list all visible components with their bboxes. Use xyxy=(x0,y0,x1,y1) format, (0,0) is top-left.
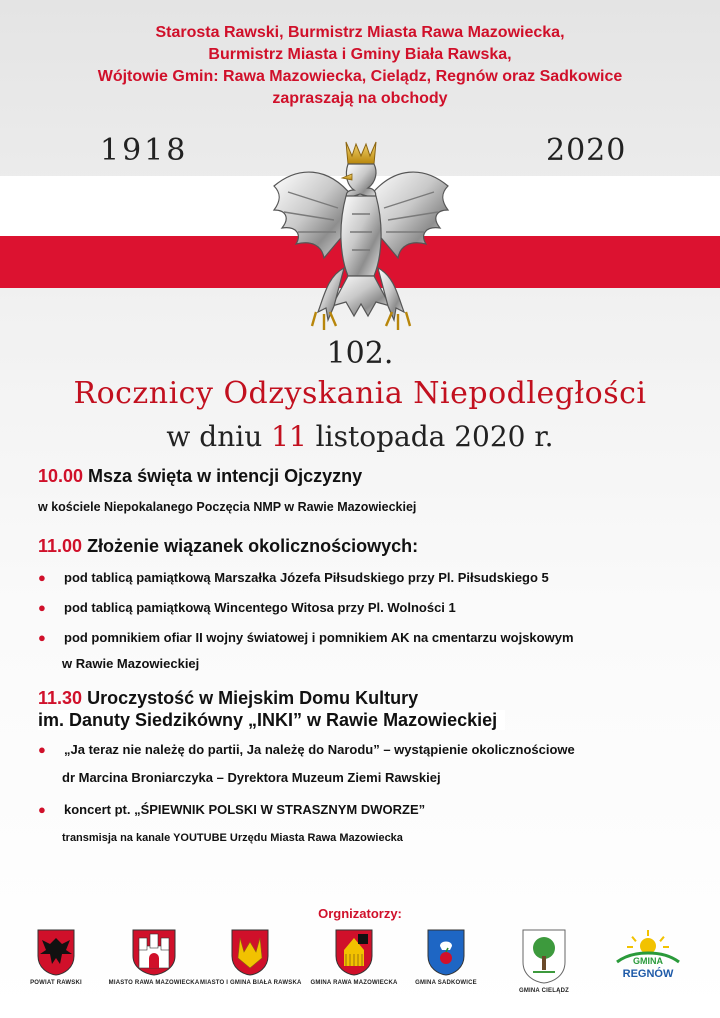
bullet-icon: ● xyxy=(38,570,46,585)
event-3-item-1-text: „Ja teraz nie należę do partii, Ja należę do Narodu” – wystąpienie okolicznościowe xyxy=(64,742,575,757)
anniversary-title: Rocznicy Odzyskania Niepodległości xyxy=(73,376,647,411)
year-left: 1918 xyxy=(100,133,189,168)
event-2-item-2-text: pod tablicą pamiątkową Wincentego Witosa przy Pl. Wolności 1 xyxy=(64,600,456,615)
organizer-name: MIASTO I GMINA BIAŁA RAWSKA xyxy=(200,980,302,986)
invitation-line-4: zapraszają na obchody xyxy=(272,90,448,107)
event-3-heading-line-2 xyxy=(38,710,505,731)
svg-text:GMINA: GMINA xyxy=(633,956,663,966)
organizer-miasto-rawa xyxy=(104,928,204,986)
event-1-location: w kościele Niepokalanego Poczęcia NMP w Rawie Mazowieckiej xyxy=(38,500,417,514)
invitation-line-3: Wójtowie Gmin: Rawa Mazowiecka, Cielądz, Regnów oraz Sadkowice xyxy=(97,68,623,85)
organizer-regnow xyxy=(598,928,698,982)
white-eagle-emblem-icon xyxy=(268,136,454,336)
biala-rawska-coat-of-arms-icon xyxy=(230,928,270,976)
organizer-name: MIASTO RAWA MAZOWIECKA xyxy=(108,980,200,986)
gmina-rawa-coat-of-arms-icon xyxy=(334,928,374,976)
organizers-label: Orgnizatorzy: xyxy=(318,906,402,921)
event-2-item-3-cont: w Rawie Mazowieckiej xyxy=(62,656,200,671)
organizer-cieladz xyxy=(494,928,594,994)
event-date-rest: listopada 2020 r. xyxy=(306,420,554,453)
event-3-heading xyxy=(38,688,418,709)
event-1-time: 10.00 xyxy=(38,466,84,486)
event-3-title-2: im. Danuty Siedzikówny „INKI” w Rawie Mazowieckiej xyxy=(38,710,505,730)
organizer-name: GMINA CIELĄDZ xyxy=(518,988,570,994)
powiat-rawski-coat-of-arms-icon xyxy=(36,928,76,976)
event-2-item-1-text: pod tablicą pamiątkową Marszałka Józefa Piłsudskiego przy Pl. Piłsudskiego 5 xyxy=(64,570,549,585)
organizer-sadkowice xyxy=(396,928,496,986)
invitation-header xyxy=(0,22,720,110)
bullet-icon: ● xyxy=(38,802,46,817)
organizer-name: GMINA RAWA MAZOWIECKA xyxy=(310,980,398,986)
event-3-time: 11.30 xyxy=(38,688,83,708)
event-3-item-2-note: transmisja na kanale YOUTUBE Urzędu Miasta Rawa Mazowiecka xyxy=(62,832,403,844)
bullet-icon: ● xyxy=(38,630,46,645)
sadkowice-coat-of-arms-icon xyxy=(426,928,466,976)
invitation-line-2: Burmistrz Miasta i Gminy Biała Rawska, xyxy=(208,46,512,63)
regnow-logo-icon xyxy=(613,928,683,982)
event-3-item-2 xyxy=(38,802,425,817)
organizer-biala-rawska xyxy=(200,928,300,986)
event-1-title: Msza święta w intencji Ojczyzny xyxy=(83,466,363,486)
event-2-title: Złożenie wiązanek okolicznościowych: xyxy=(82,536,419,556)
organizer-name: POWIAT RAWSKI xyxy=(30,980,82,986)
event-date xyxy=(0,420,720,453)
event-date-prefix: w dniu xyxy=(166,420,272,453)
organizer-name: GMINA SADKOWICE xyxy=(415,980,477,986)
organizer-powiat-rawski xyxy=(6,928,106,986)
organizer-gmina-rawa xyxy=(304,928,404,986)
event-date-day: 11 xyxy=(271,420,307,453)
event-2-item-3-text: pod pomnikiem ofiar II wojny światowej i pomnikiem AK na cmentarzu wojskowym xyxy=(64,630,574,645)
event-3-item-1 xyxy=(38,742,575,757)
invitation-line-1: Starosta Rawski, Burmistrz Miasta Rawa Mazowiecka, xyxy=(155,24,565,41)
event-2-item-3 xyxy=(38,630,574,645)
bullet-icon: ● xyxy=(38,742,46,757)
event-3-title: Uroczystość w Miejskim Domu Kultury xyxy=(82,688,419,708)
svg-text:REGNÓW: REGNÓW xyxy=(622,968,674,980)
event-2-time: 11.00 xyxy=(38,536,83,556)
cieladz-coat-of-arms-icon xyxy=(521,928,567,984)
year-right: 2020 xyxy=(546,133,627,168)
event-1-heading xyxy=(38,466,362,487)
event-2-item-1 xyxy=(38,570,549,585)
rawa-mazowiecka-coat-of-arms-icon xyxy=(131,928,177,976)
event-3-item-1-cont: dr Marcina Broniarczyka – Dyrektora Muzeum Ziemi Rawskiej xyxy=(62,770,441,785)
anniversary-number: 102. xyxy=(326,336,394,371)
bullet-icon: ● xyxy=(38,600,46,615)
event-2-item-2 xyxy=(38,600,456,615)
event-3-item-2-text: koncert pt. „ŚPIEWNIK POLSKI W STRASZNYM DWORZE” xyxy=(64,802,426,817)
event-2-heading xyxy=(38,536,418,557)
